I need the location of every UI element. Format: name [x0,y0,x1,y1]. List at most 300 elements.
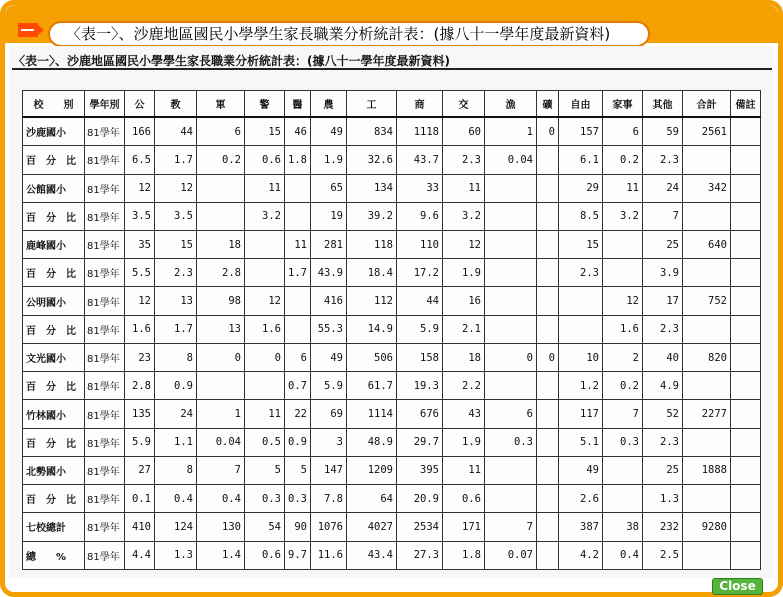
table-cell: 4.2 [559,541,603,569]
table-row [23,456,761,484]
table-cell: 23 [125,343,155,371]
table-cell [683,259,731,287]
school-year-cell: 81學年 [85,315,125,343]
table-row [23,372,761,400]
table-cell: 11 [245,174,285,202]
table-cell: 13 [197,315,245,343]
table-row [23,230,761,258]
table-cell [197,372,245,400]
table-cell [731,428,761,456]
table-cell: 134 [347,174,397,202]
column-header: 其他 [643,91,683,118]
column-header: 合計 [683,91,731,118]
table-cell [731,287,761,315]
table-cell: 13 [155,287,197,315]
table-cell: 112 [347,287,397,315]
table-row [23,428,761,456]
column-header: 教 [155,91,197,118]
table-cell [537,202,559,230]
table-cell: 834 [347,117,397,146]
table-cell: 0.2 [197,146,245,174]
table-cell: 0.4 [603,541,643,569]
table-cell: 38 [603,513,643,541]
column-header: 軍 [197,91,245,118]
table-cell [683,485,731,513]
table-cell: 5.9 [397,315,443,343]
table-cell: 12 [125,174,155,202]
table-cell: 0.9 [155,372,197,400]
table-cell [731,513,761,541]
table-cell: 3.2 [603,202,643,230]
row-label: 百 分 比 [23,202,85,230]
table-cell [731,343,761,371]
table-cell: 18 [197,230,245,258]
table-cell: 416 [311,287,347,315]
table-cell: 49 [559,456,603,484]
table-cell: 29 [559,174,603,202]
table-cell: 2.3 [643,315,683,343]
table-cell: 12 [443,230,485,258]
column-header: 交 [443,91,485,118]
table-cell: 1.9 [443,259,485,287]
school-year-cell: 81學年 [85,343,125,371]
column-header: 備註 [731,91,761,118]
table-cell [683,428,731,456]
table-cell [485,315,537,343]
table-cell [537,174,559,202]
table-cell: 2.3 [443,146,485,174]
table-cell [537,400,559,428]
table-cell: 69 [311,400,347,428]
column-header: 商 [397,91,443,118]
table-cell: 60 [443,117,485,146]
table-row [23,315,761,343]
table-cell: 3.2 [245,202,285,230]
table-cell: 5.1 [559,428,603,456]
table-cell [485,230,537,258]
table-cell: 0 [537,117,559,146]
table-cell: 1114 [347,400,397,428]
table-cell: 11 [603,174,643,202]
table-cell: 166 [125,117,155,146]
table-cell: 49 [311,343,347,371]
table-cell [603,485,643,513]
table-cell: 8.5 [559,202,603,230]
row-label: 鹿峰國小 [23,230,85,258]
table-cell: 43.9 [311,259,347,287]
table-cell: 3.5 [125,202,155,230]
table-cell: 19.3 [397,372,443,400]
table-cell: 29.7 [397,428,443,456]
table-row [23,287,761,315]
table-cell: 65 [311,174,347,202]
table-cell [731,174,761,202]
table-cell: 171 [443,513,485,541]
table-cell [485,202,537,230]
table-cell: 8 [155,343,197,371]
table-cell [285,202,311,230]
table-cell: 135 [125,400,155,428]
table-cell [197,174,245,202]
table-cell: 1076 [311,513,347,541]
table-cell: 342 [683,174,731,202]
table-cell: 11 [443,174,485,202]
table-cell: 0.3 [245,485,285,513]
table-cell: 7 [643,202,683,230]
school-year-cell: 81學年 [85,287,125,315]
school-year-cell: 81學年 [85,174,125,202]
table-cell: 3.2 [443,202,485,230]
table-cell [245,259,285,287]
table-cell: 3.9 [643,259,683,287]
school-year-cell: 81學年 [85,400,125,428]
table-cell [731,541,761,569]
table-cell: 1.4 [197,541,245,569]
table-cell [485,485,537,513]
school-year-cell: 81學年 [85,513,125,541]
table-cell: 55.3 [311,315,347,343]
table-cell: 11 [443,456,485,484]
table-cell [485,287,537,315]
column-header: 校 別 [23,91,85,118]
table-cell: 12 [125,287,155,315]
table-cell: 1.7 [155,315,197,343]
table-cell: 4.9 [643,372,683,400]
table-cell: 0.9 [285,428,311,456]
table-cell: 25 [643,230,683,258]
table-cell: 33 [397,174,443,202]
table-cell [731,485,761,513]
column-header: 工 [347,91,397,118]
table-cell [537,456,559,484]
table-cell: 676 [397,400,443,428]
table-row [23,513,761,541]
school-year-cell: 81學年 [85,485,125,513]
table-cell: 9280 [683,513,731,541]
column-header: 學年別 [85,91,125,118]
table-cell: 59 [643,117,683,146]
table-cell: 0.4 [155,485,197,513]
row-label: 公館國小 [23,174,85,202]
table-cell [731,146,761,174]
table-cell: 7.8 [311,485,347,513]
school-year-cell: 81學年 [85,372,125,400]
table-cell: 44 [155,117,197,146]
table-cell: 5.9 [311,372,347,400]
school-year-cell: 81學年 [85,428,125,456]
table-cell: 2.3 [643,428,683,456]
table-cell [537,259,559,287]
table-cell: 0.04 [197,428,245,456]
table-cell [731,372,761,400]
table-cell: 506 [347,343,397,371]
table-cell: 64 [347,485,397,513]
table-cell [731,259,761,287]
column-header: 漁 [485,91,537,118]
table-cell: 5.5 [125,259,155,287]
table-cell: 9.6 [397,202,443,230]
row-label: 公明國小 [23,287,85,315]
column-header: 礦 [537,91,559,118]
table-cell: 22 [285,400,311,428]
table-cell: 17 [643,287,683,315]
table-cell: 32.6 [347,146,397,174]
table-cell [537,315,559,343]
table-cell: 11 [245,400,285,428]
table-cell [683,202,731,230]
school-year-cell: 81學年 [85,202,125,230]
row-label: 總 % [23,541,85,569]
table-cell [683,541,731,569]
table-cell: 1 [485,117,537,146]
table-cell: 157 [559,117,603,146]
table-cell: 0.4 [197,485,245,513]
table-cell [537,485,559,513]
table-cell: 2.8 [197,259,245,287]
table-cell: 1.9 [443,428,485,456]
table-cell: 7 [485,513,537,541]
table-cell: 25 [643,456,683,484]
table-cell: 61.7 [347,372,397,400]
table-cell: 14.9 [347,315,397,343]
table-cell: 0.6 [245,146,285,174]
table-cell: 10 [559,343,603,371]
table-cell: 24 [643,174,683,202]
table-cell: 752 [683,287,731,315]
table-cell: 0 [537,343,559,371]
table-cell [245,230,285,258]
table-row [23,400,761,428]
row-label: 百 分 比 [23,372,85,400]
table-cell: 43 [443,400,485,428]
table-cell: 52 [643,400,683,428]
table-cell: 232 [643,513,683,541]
table-cell: 281 [311,230,347,258]
table-cell: 2 [603,343,643,371]
table-cell [485,259,537,287]
minus-box-icon [18,21,44,39]
table-row [23,146,761,174]
table-cell: 1888 [683,456,731,484]
table-cell [245,372,285,400]
close-button[interactable]: Close [712,578,763,595]
title-divider [12,68,772,70]
table-cell: 15 [559,230,603,258]
table-cell [731,202,761,230]
table-cell: 90 [285,513,311,541]
table-cell: 2.8 [125,372,155,400]
table-cell: 0.6 [245,541,285,569]
table-cell [537,513,559,541]
table-cell: 1.1 [155,428,197,456]
table-cell: 6 [285,343,311,371]
table-cell: 20.9 [397,485,443,513]
table-cell: 0.6 [443,485,485,513]
table-cell: 0.5 [245,428,285,456]
table-cell: 0 [485,343,537,371]
table-cell: 0.3 [603,428,643,456]
table-cell: 2561 [683,117,731,146]
column-header: 警 [245,91,285,118]
table-cell [731,456,761,484]
table-cell: 24 [155,400,197,428]
table-cell: 2.3 [155,259,197,287]
table-cell: 15 [245,117,285,146]
table-cell: 820 [683,343,731,371]
table-cell: 17.2 [397,259,443,287]
table-cell [603,230,643,258]
school-year-cell: 81學年 [85,230,125,258]
table-cell: 1.6 [245,315,285,343]
table-cell: 2.5 [643,541,683,569]
table-cell: 130 [197,513,245,541]
school-year-cell: 81學年 [85,117,125,146]
table-cell: 1.3 [155,541,197,569]
row-label: 文光國小 [23,343,85,371]
table-cell: 7 [603,400,643,428]
table-cell [683,372,731,400]
table-cell [537,541,559,569]
table-cell: 19 [311,202,347,230]
table-cell: 40 [643,343,683,371]
school-year-cell: 81學年 [85,259,125,287]
table-cell [485,174,537,202]
table-cell: 6.1 [559,146,603,174]
table-row [23,174,761,202]
row-label: 百 分 比 [23,428,85,456]
table-cell [559,287,603,315]
table-cell [537,146,559,174]
table-cell: 0.2 [603,146,643,174]
table-row [23,485,761,513]
table-cell: 1.9 [311,146,347,174]
table-cell [537,230,559,258]
table-cell: 0.07 [485,541,537,569]
table-cell [485,456,537,484]
table-cell: 12 [155,174,197,202]
row-label: 北勢國小 [23,456,85,484]
table-cell: 3 [311,428,347,456]
table-cell: 3.5 [155,202,197,230]
table-cell [197,202,245,230]
table-cell: 1118 [397,117,443,146]
table-cell: 0.1 [125,485,155,513]
statistics-table [22,90,761,570]
table-cell: 11.6 [311,541,347,569]
window-title: 〈表一〉、沙鹿地區國民小學學生家長職業分析統計表：(據八十一學年度最新資料) [48,21,650,47]
table-cell: 11 [285,230,311,258]
table-cell: 0.7 [285,372,311,400]
table-cell [683,146,731,174]
table-cell: 18.4 [347,259,397,287]
table-cell: 1.2 [559,372,603,400]
table-cell: 0 [197,343,245,371]
row-label: 百 分 比 [23,259,85,287]
table-cell: 118 [347,230,397,258]
table-cell: 0 [245,343,285,371]
table-cell: 1.7 [285,259,311,287]
row-label: 七校總計 [23,513,85,541]
table-cell: 1.8 [443,541,485,569]
table-cell: 27 [125,456,155,484]
document-title: 〈表一〉、沙鹿地區國民小學學生家長職業分析統計表：(據八十一學年度最新資料) [13,54,450,68]
table-cell: 6 [197,117,245,146]
table-cell: 7 [197,456,245,484]
table-cell [683,315,731,343]
school-year-cell: 81學年 [85,541,125,569]
row-label: 百 分 比 [23,146,85,174]
table-cell: 395 [397,456,443,484]
table-cell: 4.4 [125,541,155,569]
column-header: 公 [125,91,155,118]
table-cell: 5.9 [125,428,155,456]
table-cell: 4027 [347,513,397,541]
table-cell [559,315,603,343]
table-cell: 1.7 [155,146,197,174]
table-cell [285,287,311,315]
table-row [23,541,761,569]
table-cell: 117 [559,400,603,428]
row-label: 百 分 比 [23,485,85,513]
table-cell: 0.04 [485,146,537,174]
table-cell: 2534 [397,513,443,541]
table-row [23,117,761,146]
table-cell: 110 [397,230,443,258]
table-cell [731,315,761,343]
table-cell: 5 [285,456,311,484]
table-cell: 6.5 [125,146,155,174]
table-cell [285,315,311,343]
table-row [23,202,761,230]
table-cell [537,428,559,456]
table-cell [537,372,559,400]
table-cell [731,230,761,258]
table-cell [285,174,311,202]
table-cell: 35 [125,230,155,258]
table-cell [603,456,643,484]
table-cell: 2.1 [443,315,485,343]
table-cell: 0.3 [285,485,311,513]
table-cell: 9.7 [285,541,311,569]
table-cell: 1.3 [643,485,683,513]
table-cell: 6 [485,400,537,428]
table-cell: 18 [443,343,485,371]
table-cell: 5 [245,456,285,484]
table-cell: 44 [397,287,443,315]
table-cell: 158 [397,343,443,371]
table-cell: 1209 [347,456,397,484]
table-cell: 1 [197,400,245,428]
table-cell: 15 [155,230,197,258]
column-header: 醫 [285,91,311,118]
table-cell [731,117,761,146]
row-label: 百 分 比 [23,315,85,343]
table-cell: 1.6 [125,315,155,343]
table-cell: 43.7 [397,146,443,174]
table-cell: 1.6 [603,315,643,343]
table-cell [485,372,537,400]
table-cell: 124 [155,513,197,541]
table-cell: 0.3 [485,428,537,456]
row-label: 沙鹿國小 [23,117,85,146]
table-cell: 54 [245,513,285,541]
table-cell: 48.9 [347,428,397,456]
table-cell: 2.3 [559,259,603,287]
table-cell: 1.8 [285,146,311,174]
table-cell: 147 [311,456,347,484]
table-cell: 98 [197,287,245,315]
row-label: 竹林國小 [23,400,85,428]
